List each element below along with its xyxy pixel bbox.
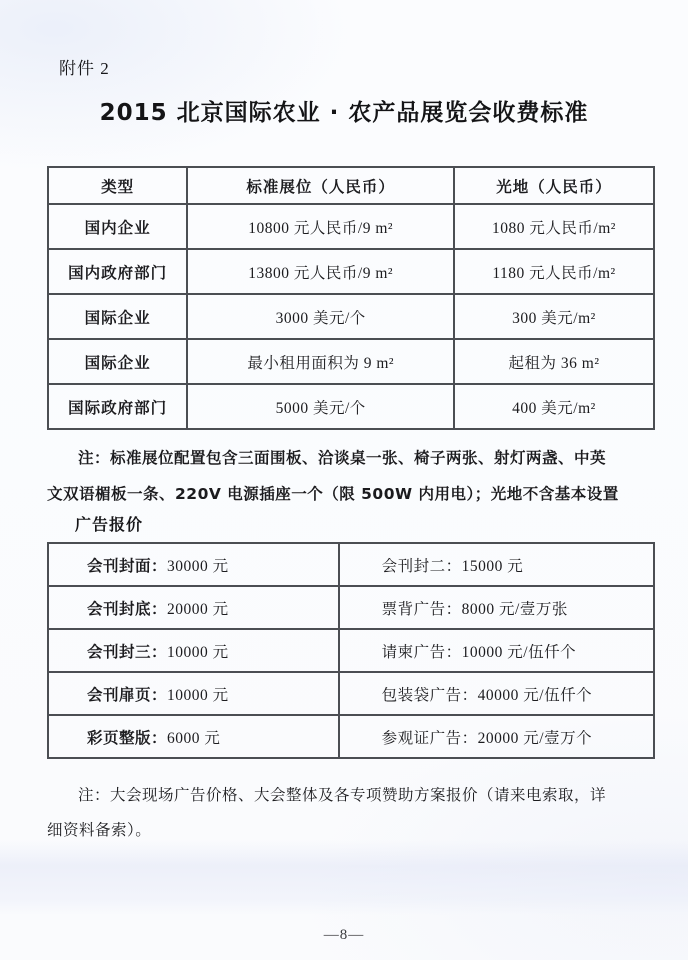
table-row (48, 672, 654, 715)
ad-cell-left (48, 629, 339, 672)
note-line: 文双语楣板一条、220V 电源插座一个（限 500W 内用电）；光地不含基本设置 (47, 485, 619, 503)
note-line: 注：标准展位配置包含三面围板、洽谈桌一张、椅子两张、射灯两盏、中英 (78, 449, 607, 467)
row-type: 国内企业 (48, 204, 187, 249)
table-row (48, 204, 654, 249)
note-line: 注：大会现场广告价格、大会整体及各专项赞助方案报价（请来电索取，详 (78, 787, 607, 804)
row-type: 国际政府部门 (48, 384, 187, 429)
ad-item-label: 票背广告： (381, 600, 462, 618)
row-raw-space: 起租为 36 m² (454, 339, 654, 384)
row-raw-space: 1080 元人民币/m² (454, 204, 654, 249)
ad-item-price: 20000 元 (167, 600, 229, 618)
table-row (48, 586, 654, 629)
table-row (48, 339, 654, 384)
ad-item-price: 10000 元 (167, 643, 229, 661)
ad-cell-right (339, 715, 654, 758)
row-standard-booth: 3000 美元/个 (187, 294, 454, 339)
ad-item-label: 会刊封底： (87, 599, 168, 618)
note-line: 细资料备索）。 (47, 822, 152, 839)
ad-item-price: 30000 元 (167, 557, 229, 575)
row-standard-booth: 10800 元人民币/9 m² (187, 204, 454, 249)
table-row (48, 249, 654, 294)
page-title: 2015 北京国际农业 · 农产品展览会收费标准 (99, 100, 589, 126)
ad-item-label: 会刊封二： (381, 557, 462, 575)
booth-config-note (47, 440, 659, 512)
page-number: —8— (323, 927, 365, 943)
ad-cell-right (339, 672, 654, 715)
ad-item-label: 请柬广告： (381, 643, 462, 661)
ad-item-price: 20000 元/壹万个 (477, 729, 593, 747)
ad-item-price: 10000 元/伍仟个 (461, 643, 577, 661)
ad-cell-left (48, 672, 339, 715)
ad-item-label: 彩页整版： (87, 728, 168, 747)
sponsorship-note (47, 778, 659, 848)
ad-cell-left (48, 715, 339, 758)
ad-item-price: 8000 元/壹万张 (461, 600, 568, 618)
fee-standard-table (47, 166, 655, 430)
ad-cell-left (48, 543, 339, 586)
ad-cell-left (48, 586, 339, 629)
ad-item-price: 40000 元/伍仟个 (477, 686, 593, 704)
table-row (48, 294, 654, 339)
ad-item-label: 会刊扉页： (87, 685, 168, 704)
table-row (48, 715, 654, 758)
ad-item-label: 会刊封面： (87, 556, 168, 575)
attachment-label: 附件 2 (59, 59, 110, 78)
fee-table-header-row (48, 167, 654, 204)
ad-item-label: 会刊封三： (87, 642, 168, 661)
row-raw-space: 1180 元人民币/m² (454, 249, 654, 294)
row-standard-booth: 5000 美元/个 (187, 384, 454, 429)
table-row (48, 629, 654, 672)
fee-table-header-type: 类型 (48, 167, 187, 204)
row-standard-booth: 13800 元人民币/9 m² (187, 249, 454, 294)
ad-item-label: 包装袋广告： (381, 686, 478, 704)
ad-price-table (47, 542, 655, 759)
fee-table-header-raw-space: 光地（人民币） (454, 167, 654, 204)
row-type: 国内政府部门 (48, 249, 187, 294)
ad-price-heading: 广告报价 (75, 515, 144, 534)
ad-cell-right (339, 586, 654, 629)
fee-table-header-standard-booth: 标准展位（人民币） (187, 167, 454, 204)
row-standard-booth: 最小租用面积为 9 m² (187, 339, 454, 384)
ad-cell-right (339, 543, 654, 586)
ad-item-label: 参观证广告： (381, 729, 478, 747)
ad-item-price: 15000 元 (461, 557, 524, 575)
ad-cell-right (339, 629, 654, 672)
table-row (48, 543, 654, 586)
row-raw-space: 400 美元/m² (454, 384, 654, 429)
row-raw-space: 300 美元/m² (454, 294, 654, 339)
row-type: 国际企业 (48, 294, 187, 339)
ad-item-price: 10000 元 (167, 686, 229, 704)
table-row (48, 384, 654, 429)
row-type: 国际企业 (48, 339, 187, 384)
ad-item-price: 6000 元 (167, 729, 221, 747)
